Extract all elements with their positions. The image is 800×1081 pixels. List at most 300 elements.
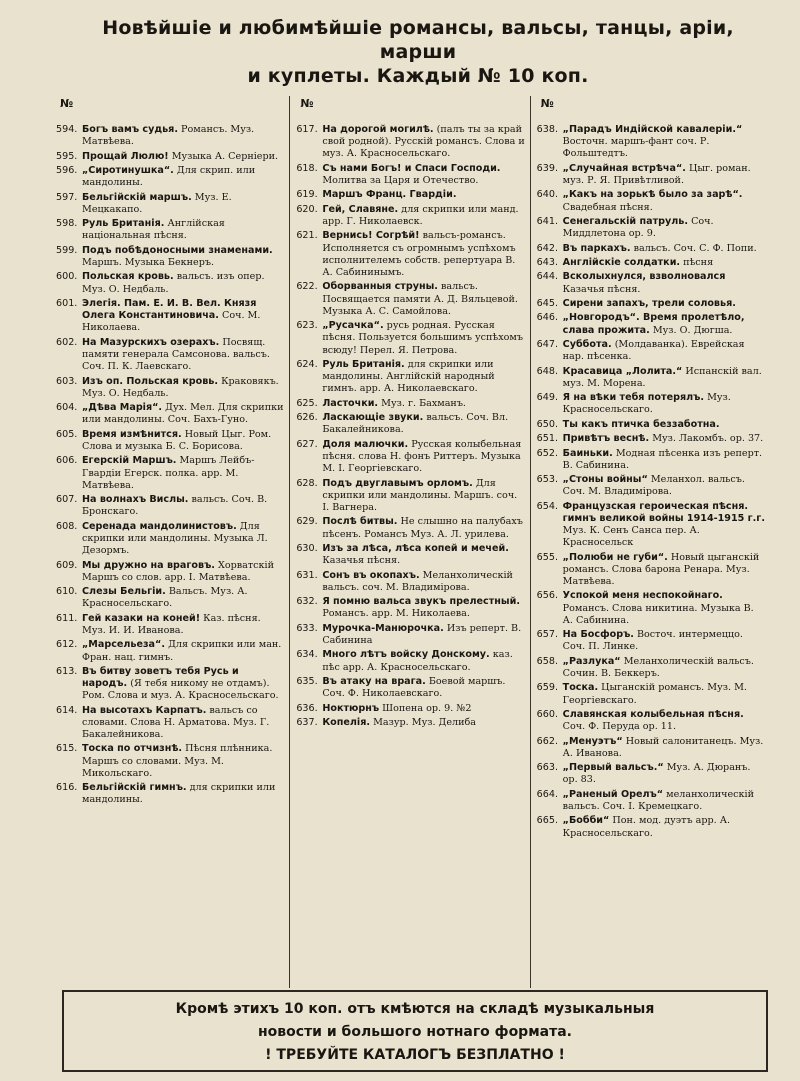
item-number: 612.	[56, 639, 78, 651]
item-description: вальсъ-романсъ. Исполняется съ огромнымъ успѣхомъ исполнителемъ собств. репертуара В. А. Сабининымъ.	[322, 230, 516, 278]
item-description: пѣсня	[683, 256, 714, 268]
item-text	[322, 204, 525, 228]
item-text	[563, 656, 766, 680]
item-title: Маршъ Франц. Гвардіи.	[322, 189, 457, 201]
item-description: Романсъ. Муз. Матвѣева.	[82, 124, 255, 148]
catalog-notice-box	[62, 990, 768, 1072]
item-title: Привѣтъ веснѣ.	[562, 433, 650, 445]
item-title: „Случайная встрѣча“.	[562, 162, 686, 174]
item-number: 634.	[296, 649, 318, 661]
item-description: Восточн. маршъ-фант соч. Р. Фольштедтъ.	[562, 136, 710, 160]
item-title: На Мазурскихъ озерахъ.	[82, 336, 220, 348]
item-description: каз. пѣс арр. А. Красносельскаго.	[322, 649, 513, 673]
item-title: Суббота.	[562, 338, 612, 350]
song-list	[537, 124, 766, 840]
item-description: Муз. г. Бахманъ.	[381, 397, 466, 409]
item-description: вальсъ. Соч. Вл. Бакалейникова.	[322, 412, 509, 436]
item-text	[322, 570, 525, 594]
item-title: Много лѣтъ войску Донскому.	[322, 649, 490, 661]
item-title: Прощай Люлю!	[82, 150, 169, 162]
item-number: 594.	[56, 124, 78, 135]
list-item	[296, 281, 525, 318]
item-number: 637.	[296, 716, 318, 728]
list-item	[537, 216, 766, 240]
item-title: „Разлука“	[562, 655, 621, 667]
item-title: Я на вѣки тебя потерялъ.	[562, 392, 704, 404]
item-text	[82, 218, 285, 242]
list-item	[296, 320, 525, 357]
item-title: На волнахъ Вислы.	[82, 494, 189, 506]
item-description: русь родная. Русская пѣсня. Пользуется большимъ успѣхомъ всюду! Перел. Я. Петрова.	[322, 320, 523, 356]
item-title: Съ нами Богъ! и Спаси Господи.	[322, 162, 501, 174]
list-item	[296, 124, 525, 161]
item-text	[82, 560, 285, 584]
item-description: Изъ реперт. В. Сабинина	[322, 622, 522, 646]
item-number: 639.	[536, 162, 559, 174]
list-item	[296, 676, 525, 700]
item-description: Музыка А. Серніери.	[171, 150, 279, 162]
item-number: 599.	[56, 244, 78, 256]
item-number: 664.	[536, 788, 559, 800]
item-description: Цыганскій романсъ. Муз. М. Георгіевскаго.	[562, 682, 747, 706]
item-description: Краковякъ. Муз. О. Недбаль.	[82, 375, 279, 399]
item-text	[322, 703, 525, 715]
item-number: 624.	[296, 358, 318, 370]
item-text	[563, 789, 766, 813]
list-item	[537, 366, 766, 390]
item-text	[322, 439, 525, 476]
item-description: Вальсъ. Муз. А. Красносельскаго.	[82, 586, 248, 610]
item-number: 651.	[536, 433, 559, 445]
item-description: Романсъ. арр. М. Николаева.	[322, 608, 470, 620]
item-text	[563, 189, 766, 213]
item-title: Бельгійскій гимнъ.	[82, 782, 187, 794]
list-item	[296, 543, 525, 567]
item-title: „Полюби не губи“.	[562, 551, 668, 563]
list-item	[537, 762, 766, 786]
item-description: Новый салонитанецъ. Муз. А. Иванова.	[562, 735, 764, 759]
list-item	[537, 448, 766, 472]
item-title: Вернись! Согрѣй!	[322, 230, 420, 242]
item-title: Богъ вамъ судья.	[82, 124, 178, 135]
item-description: Посвящ. памяти генерала Самсонова. вальсъ. Соч. П. К. Лаевскаго.	[82, 336, 270, 373]
item-text	[563, 419, 766, 431]
item-description: Соч. Ф. Перуда ор. 11.	[562, 721, 677, 733]
item-number: 615.	[56, 743, 78, 755]
item-title: „Какъ на зорькѣ было за зарѣ“.	[562, 189, 743, 201]
list-item	[537, 189, 766, 213]
item-text	[322, 412, 525, 436]
page-title	[66, 16, 770, 88]
item-description: Соч. М. Николаева.	[82, 310, 261, 334]
item-text	[563, 590, 766, 627]
item-number: 613.	[56, 665, 78, 677]
item-description: меланхолическій вальсъ. Соч. І. Кремецкаго.	[562, 788, 754, 813]
item-text	[563, 257, 766, 269]
item-number: 600.	[56, 271, 78, 283]
list-item	[537, 736, 766, 760]
item-number: 598.	[56, 218, 78, 230]
item-text	[82, 298, 285, 335]
item-title: „Парадъ Индійской кавалеріи.“	[562, 124, 743, 135]
item-text	[82, 639, 285, 663]
list-item	[537, 298, 766, 310]
item-number: 630.	[296, 542, 318, 554]
item-text	[82, 613, 285, 637]
title-line-2: и куплеты. Каждый № 10 коп.	[247, 65, 589, 87]
list-item	[56, 613, 285, 637]
item-description: Для скрип. или мандолины.	[82, 164, 256, 189]
item-description: вальсъ. Посвящается памяти А. Д. Вяльцевой. Музыка А. С. Самойлова.	[322, 281, 518, 317]
item-description: Пон. мод. дуэтъ арр. А. Красносельскаго.	[562, 815, 731, 839]
item-text	[82, 245, 285, 269]
list-item	[537, 709, 766, 733]
item-description: Для скрипки или мандолины. Маршъ. соч. І. Вагнера.	[322, 477, 518, 513]
list-item	[537, 163, 766, 187]
item-title: Въ паркахъ.	[562, 242, 631, 254]
item-title: Доля малючки.	[322, 438, 409, 450]
item-number: 657.	[536, 629, 559, 641]
list-item	[537, 590, 766, 627]
item-number: 646.	[536, 312, 559, 324]
item-text	[563, 629, 766, 653]
item-title: Элегія. Пам. Е. И. В. Вел. Князя Олега Константиновича.	[82, 297, 257, 322]
list-item	[296, 163, 525, 187]
list-item	[537, 312, 766, 336]
item-text	[82, 666, 285, 703]
item-title: Оборванныя струны.	[322, 281, 438, 293]
item-title: Баиньки.	[562, 447, 613, 459]
item-title: Подъ побѣдоносными знаменами.	[82, 244, 273, 256]
item-title: Ласточки.	[322, 397, 379, 409]
item-description: Боевой маршъ. Соч. Ф. Николаевскаго.	[322, 675, 506, 700]
item-title: Слезы Бельгіи.	[82, 586, 166, 598]
item-description: Англійская національная пѣсня.	[82, 218, 225, 242]
item-description: Цыг. роман. муз. Р. Я. Привѣтливой.	[562, 162, 751, 186]
item-title: На дорогой могилѣ.	[322, 124, 434, 135]
list-item	[56, 165, 285, 189]
item-title: Славянская колыбельная пѣсня.	[562, 709, 744, 721]
list-item	[56, 521, 285, 558]
item-description: вальсъ. Соч. С. Ф. Попи.	[633, 242, 757, 254]
list-item	[537, 124, 766, 161]
list-item	[537, 433, 766, 445]
item-title: „Марсельеза“.	[82, 639, 165, 651]
item-title: Время измѣнится.	[82, 428, 182, 440]
item-description: Дух. Мел. Для скрипки или мандолины. Соч. Бахъ-Гуно.	[82, 402, 284, 426]
item-number: 660.	[536, 709, 559, 721]
item-number: 635.	[296, 675, 318, 687]
list-item	[537, 271, 766, 295]
item-title: Успокой меня неспокойнаго.	[562, 590, 723, 602]
item-text	[82, 124, 285, 148]
item-text	[82, 376, 285, 400]
item-text	[82, 151, 285, 163]
list-item	[537, 474, 766, 498]
item-text	[563, 339, 766, 363]
item-title: Сонъ въ окопахъ.	[322, 569, 420, 581]
item-title: Въ атаку на врага.	[322, 675, 426, 687]
item-text	[563, 815, 766, 839]
item-description: Не слышно на палубахъ пѣсенъ. Романсъ Муз. А. Л. урилева.	[322, 516, 523, 540]
item-number: 631.	[296, 569, 318, 581]
item-title: На высотахъ Карпатъ.	[82, 704, 207, 716]
item-number: 653.	[536, 474, 559, 486]
item-title: „Раненый Орелъ“	[562, 788, 664, 800]
item-text	[322, 398, 525, 410]
list-item	[296, 570, 525, 594]
item-text	[563, 682, 766, 706]
item-title: Послѣ битвы.	[322, 516, 398, 528]
item-number: 649.	[536, 392, 559, 404]
item-text	[322, 717, 525, 729]
item-title: Руль Британія.	[322, 358, 405, 370]
item-number: 616.	[56, 782, 78, 794]
list-item	[56, 639, 285, 663]
item-number: 659.	[536, 682, 559, 694]
item-number: 655.	[536, 551, 559, 563]
item-description: Испанскій вал. муз. М. Морена.	[562, 365, 762, 389]
list-item	[56, 586, 285, 610]
item-description: Казачья пѣсня.	[322, 555, 401, 567]
item-title: Гей, Славяне.	[322, 203, 399, 215]
item-description: Свадебная пѣсня.	[562, 201, 653, 213]
item-description: для скрипки или манд. арр. Г. Николаевск.	[322, 203, 519, 227]
list-item	[56, 218, 285, 242]
list-item	[296, 359, 525, 396]
item-number: 618.	[296, 162, 318, 174]
item-description: Муз. Красносельскаго.	[562, 392, 731, 416]
item-number: 656.	[536, 590, 559, 602]
notice-line-3: ! ТРЕБУЙТЕ КАТАЛОГЪ БЕЗПЛАТНО !	[265, 1047, 565, 1063]
item-description: (Я тебя никому не отдамъ). Ром. Слова и муз. А. Красносельскаго.	[82, 678, 279, 702]
columns	[56, 96, 770, 988]
list-item	[537, 552, 766, 589]
list-item	[56, 782, 285, 806]
item-description: Муз. Лакомбъ. ор. 37.	[652, 433, 764, 445]
item-text	[322, 516, 525, 540]
item-title: Польская кровь.	[82, 271, 174, 283]
item-title: Копелія.	[322, 716, 371, 728]
item-number: 606.	[56, 455, 78, 467]
list-item	[56, 666, 285, 703]
item-text	[82, 705, 285, 742]
list-item	[537, 789, 766, 813]
item-text	[322, 189, 525, 201]
item-title: „Новгородъ“. Время пролетѣло, слава прожита.	[562, 312, 745, 336]
list-item	[56, 402, 285, 426]
item-description: Муз. А. Дюранъ. ор. 83.	[562, 762, 751, 786]
item-text	[82, 271, 285, 295]
list-item	[296, 623, 525, 647]
item-title: Изъ оп. Польская кровь.	[82, 375, 218, 387]
item-title: Сенегальскій патруль.	[562, 215, 688, 227]
item-number: 644.	[536, 271, 559, 283]
item-title: Руль Британія.	[82, 218, 165, 230]
item-number: 641.	[536, 215, 559, 227]
list-item	[56, 337, 285, 374]
item-description: вальсъ со словами. Слова Н. Арматова. Муз. Г. Бакалейникова.	[82, 704, 270, 741]
item-number: 596.	[56, 164, 78, 176]
item-title: „Дѣва Марія“.	[82, 402, 163, 414]
item-title: Англійскіе солдатки.	[562, 256, 681, 268]
item-text	[563, 433, 766, 445]
item-description: Меланхолическій вальсъ. соч. М. Владимірова.	[322, 569, 513, 593]
item-text	[563, 392, 766, 416]
item-number: 645.	[536, 297, 559, 309]
item-description: (палъ ты за край свой родной). Русскій романсъ. Слова и муз. А. Красносельскаго.	[322, 124, 525, 160]
item-number: 648.	[536, 365, 559, 377]
item-number: 663.	[536, 762, 559, 774]
number-sign: №	[60, 97, 74, 110]
item-text	[322, 124, 525, 161]
item-number: 627.	[296, 438, 318, 450]
item-number: 628.	[296, 477, 318, 489]
item-number: 605.	[56, 428, 78, 440]
list-item	[56, 245, 285, 269]
item-text	[322, 359, 525, 396]
item-description: Каз. пѣсня. Муз. И. И. Иванова.	[82, 612, 261, 636]
item-title: „Первый вальсъ.“	[562, 762, 664, 774]
item-text	[563, 448, 766, 472]
item-description: Для скрипки или мандолины. Музыка Л. Дезормъ.	[82, 520, 268, 557]
list-item	[537, 419, 766, 431]
list-item	[56, 151, 285, 163]
item-number: 638.	[536, 124, 559, 135]
item-number: 622.	[296, 281, 318, 293]
item-description: Новый Цыг. Ром. Слова и музыка Б. С. Борисова.	[82, 428, 272, 452]
notice-line-2: новости и большого нотнаго формата.	[258, 1024, 572, 1040]
list-item	[296, 596, 525, 620]
item-text	[322, 163, 525, 187]
item-description: Пѣсня плѣнника. Маршъ со словами. Муз. М. Микольскаго.	[82, 743, 273, 779]
item-number: 609.	[56, 559, 78, 571]
item-title: Въ битву зоветъ тебя Русь и народъ.	[82, 665, 239, 690]
song-list	[296, 124, 525, 729]
item-number: 642.	[536, 242, 559, 254]
item-title: Подъ двуглавымъ орломъ.	[322, 477, 473, 489]
item-text	[563, 163, 766, 187]
item-text	[563, 216, 766, 240]
item-number: 632.	[296, 596, 318, 608]
item-text	[563, 124, 766, 161]
item-text	[322, 320, 525, 357]
item-description: Маршъ Лейбъ-Гвардіи Егерск. полка. арр. М. Матвѣева.	[82, 455, 255, 491]
item-text	[563, 366, 766, 390]
item-title: Ты какъ птичка беззаботна.	[562, 418, 720, 430]
item-title: Ноктюрнъ	[322, 702, 380, 714]
item-number: 654.	[536, 500, 559, 512]
item-number: 625.	[296, 397, 318, 409]
item-text	[563, 552, 766, 589]
item-description: Меланхолическій вальсъ. Сочин. В. Беккеръ.	[562, 655, 754, 680]
column-2	[289, 96, 529, 988]
item-description: Хорватскій Маршъ со слов. арр. І. Матвѣева.	[82, 559, 274, 583]
item-text	[82, 429, 285, 453]
item-number: 611.	[56, 612, 78, 624]
list-item	[56, 705, 285, 742]
item-number: 621.	[296, 230, 318, 242]
item-text	[322, 676, 525, 700]
item-description: Молитва за Царя и Отечество.	[322, 175, 479, 186]
list-item	[537, 501, 766, 550]
item-number: 610.	[56, 586, 78, 598]
item-description: Муз. Е. Мецкакапо.	[82, 191, 232, 215]
list-item	[537, 629, 766, 653]
item-text	[563, 474, 766, 498]
list-item	[56, 743, 285, 780]
item-description: Маршъ. Музыка Бекнеръ.	[82, 256, 214, 268]
list-item	[56, 455, 285, 492]
item-text	[82, 165, 285, 189]
list-item	[296, 398, 525, 410]
item-number: 636.	[296, 702, 318, 714]
item-title: Сирени запахъ, трели соловья.	[562, 297, 736, 309]
list-item	[537, 339, 766, 363]
item-title: Тоска.	[562, 682, 599, 694]
list-item	[56, 192, 285, 216]
item-title: Ласкающіе звуки.	[322, 412, 424, 424]
item-title: Мы дружно на враговъ.	[82, 559, 215, 571]
item-description: Модная пѣсенка изъ реперт. В. Сабинина.	[562, 447, 763, 471]
list-item	[296, 478, 525, 515]
item-title: Серенада мандолинистовъ.	[82, 520, 237, 532]
item-text	[563, 709, 766, 733]
item-text	[82, 743, 285, 780]
item-title: Изъ за лѣса, лѣса копей и мечей.	[322, 542, 509, 554]
list-item	[296, 412, 525, 436]
item-number: 650.	[536, 418, 559, 430]
list-item	[296, 204, 525, 228]
song-list	[56, 124, 285, 807]
list-item	[56, 429, 285, 453]
item-text	[563, 243, 766, 255]
item-number: 601.	[56, 297, 78, 309]
item-description: Мазур. Муз. Делиба	[373, 716, 477, 728]
item-number: 652.	[536, 447, 559, 459]
item-text	[82, 782, 285, 806]
item-number: 633.	[296, 622, 318, 634]
item-text	[82, 521, 285, 558]
item-number: 608.	[56, 520, 78, 532]
item-description: Новый цыганскій романсъ. Слова барона Ренара. Муз. Матвѣева.	[562, 551, 760, 588]
item-number: 662.	[536, 735, 559, 747]
list-item	[56, 376, 285, 400]
item-number: 604.	[56, 402, 78, 414]
item-text	[82, 494, 285, 518]
list-item	[296, 230, 525, 279]
item-description: Меланхол. вальсъ. Соч. М. Владимірова.	[562, 474, 745, 498]
item-description: Муз. К. Сенъ Санса пер. А. Красносельск	[562, 525, 700, 549]
item-title: Гей казаки на коней!	[82, 612, 201, 624]
item-title: „Менуэтъ“	[562, 735, 623, 747]
item-number: 626.	[296, 412, 318, 424]
column-1	[56, 96, 289, 988]
item-text	[82, 337, 285, 374]
list-item	[56, 560, 285, 584]
list-item	[296, 516, 525, 540]
item-text	[322, 478, 525, 515]
list-item	[537, 682, 766, 706]
item-number: 607.	[56, 494, 78, 506]
item-text	[563, 312, 766, 336]
item-title: На Босфоръ.	[562, 629, 634, 641]
number-sign: №	[540, 97, 554, 110]
item-text	[82, 402, 285, 426]
item-number: 629.	[296, 516, 318, 528]
item-title: Французская героическая пѣсня. гимнъ великой войны 1914-1915 г.г.	[562, 500, 765, 524]
list-item	[296, 703, 525, 715]
